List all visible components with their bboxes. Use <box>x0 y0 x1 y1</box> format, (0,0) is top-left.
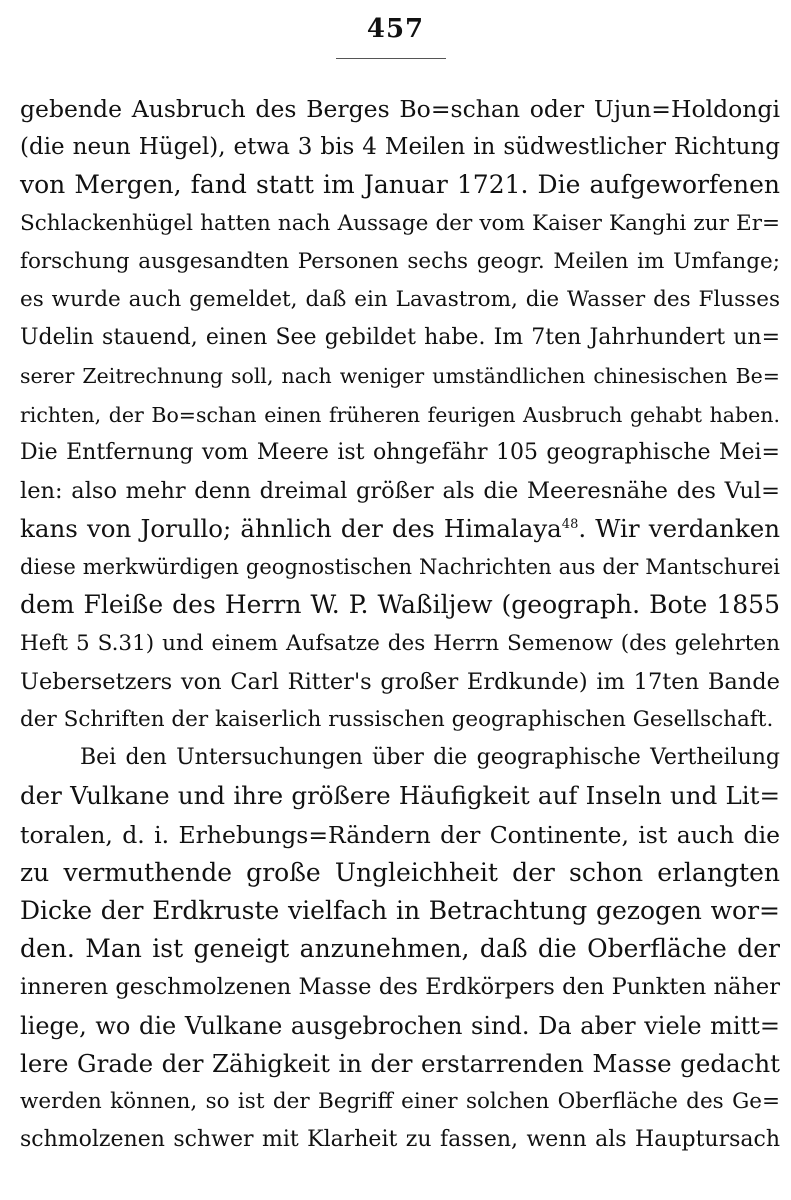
body-text <box>20 90 780 1159</box>
text-segment: . Wir verdanken <box>578 514 780 544</box>
text-line: es wurde auch gemeldet, daß ein Lavastrom, die Wasser des Flusses <box>20 286 780 312</box>
text-line: werden können, so ist der Begriff einer solchen Oberfläche des Ge= <box>20 1088 780 1114</box>
text-line: der Schriften der kaiserlich russischen geographischen Gesellschaft. <box>20 707 774 732</box>
page-number: 457 <box>366 14 425 44</box>
text-line: Uebersetzers von Carl Ritter's großer Erdkunde) im 17ten Bande <box>20 668 780 695</box>
text-line: Schlackenhügel hatten nach Aussage der vom Kaiser Kanghi zur Er= <box>20 210 780 236</box>
text-line: Die Entfernung vom Meere ist ohngefähr 105 geographische Mei= <box>20 439 780 465</box>
text-line: Heft 5 S.31) und einem Aufsatze des Herrn Semenow (des gelehrten <box>20 630 780 656</box>
text-line: gebende Ausbruch des Berges Bo=schan oder Ujun=Holdongi <box>20 95 780 123</box>
text-line: liege, wo die Vulkane ausgebrochen sind. Da aber viele mitt= <box>20 1011 780 1040</box>
text-line: Bei den Untersuchungen über die geographische Vertheilung <box>80 745 780 771</box>
text-line: forschung ausgesandten Personen sechs geogr. Meilen im Umfange; <box>20 248 780 274</box>
text-line: schmolzenen schwer mit Klarheit zu fassen, wenn als Hauptursach <box>20 1127 780 1153</box>
text-line: serer Zeitrechnung soll, nach weniger umständlichen chinesischen Be= <box>20 364 780 389</box>
text-line: lere Grade der Zähigkeit in der erstarrenden Masse gedacht <box>20 1048 780 1078</box>
text-line: zu vermuthende große Ungleichheit der schon erlangten <box>20 857 780 887</box>
text-line: richten, der Bo=schan einen früheren feurigen Ausbruch gehabt haben. <box>20 402 780 427</box>
text-line: den. Man ist geneigt anzunehmen, daß die Oberfläche der <box>20 934 780 964</box>
header-rule <box>336 58 446 59</box>
text-line: inneren geschmolzenen Masse des Erdkörpers den Punkten näher <box>20 974 780 1001</box>
text-line: der Vulkane und ihre größere Häufigkeit auf Inseln und Lit= <box>20 781 780 811</box>
text-line: len: also mehr denn dreimal größer als die Meeresnähe des Vul= <box>20 477 780 504</box>
text-line-with-footnote <box>20 510 780 548</box>
text-segment: kans von Jorullo; ähnlich der des Himalaya <box>20 514 562 544</box>
text-line: diese merkwürdigen geognostischen Nachrichten aus der Mantschurei <box>20 555 780 580</box>
footnote-marker: 48 <box>561 516 579 532</box>
text-line: von Mergen, fand statt im Januar 1721. Die aufgeworfenen <box>20 170 780 200</box>
text-line: Udelin stauend, einen See gebildet habe. Im 7ten Jahrhundert un= <box>20 325 780 351</box>
text-line: toralen, d. i. Erhebungs=Rändern der Continente, ist auch die <box>20 820 780 849</box>
text-line: dem Fleiße des Herrn W. P. Waßiljew (geograph. Bote 1855 <box>20 590 780 620</box>
text-line: Dicke der Erdkruste vielfach in Betrachtung gezogen wor= <box>20 895 780 925</box>
text-line: (die neun Hügel), etwa 3 bis 4 Meilen in südwestlicher Richtung <box>20 134 780 161</box>
